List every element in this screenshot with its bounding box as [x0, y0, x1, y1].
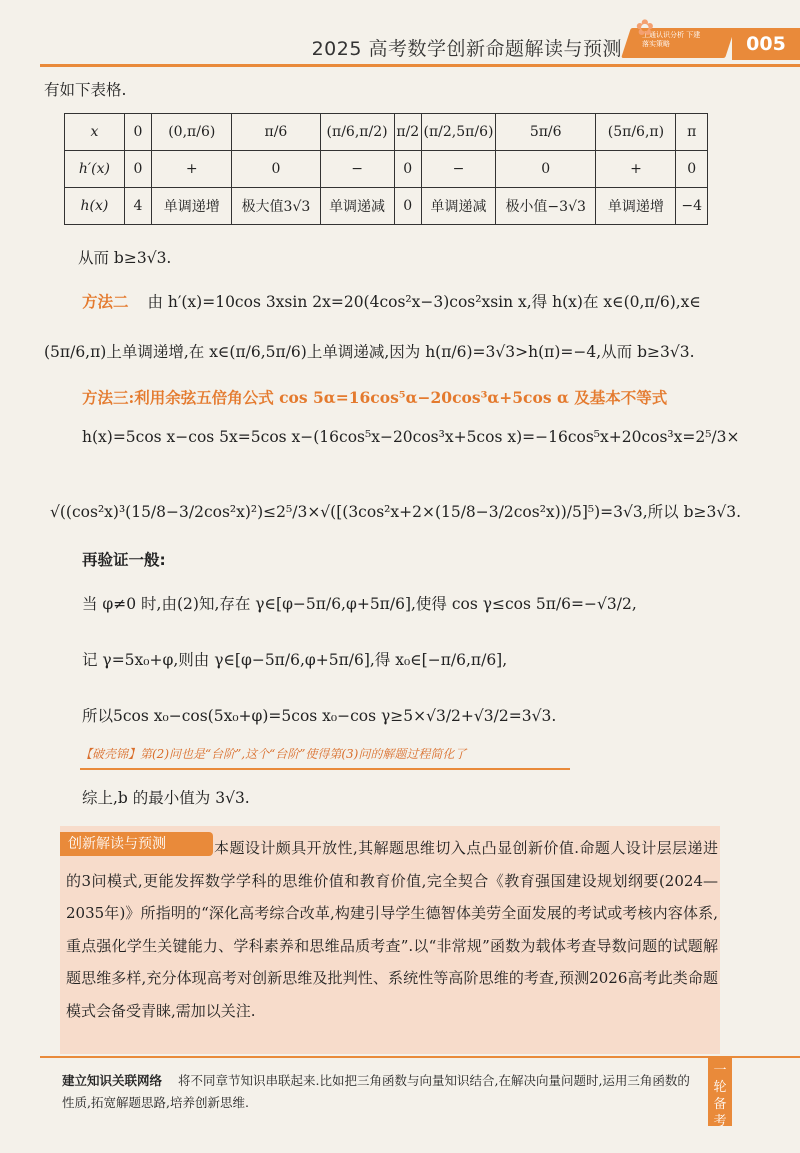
- table-row: [65, 151, 708, 188]
- table-cell: h(x): [65, 188, 125, 225]
- table-cell: 5π/6: [495, 114, 595, 151]
- analysis-text: 本题设计颇具开放性,其解题思维切入点凸显创新价值.命题人设计层层递进的3问模式,更能发挥数学学科的思维价值和教育价值,完全契合《教育强国建设规划纲要(2024—2035年)》所指明的“深化高考综合改革,构建引导学生德智体美劳全面发展的考试或考核内容体系,重点强化学生关键能力、学科素养和思维品质考查”.以“非常规”函数为载体考查导数问题的试题解题思维多样,充分体现高考对创新思维及批判性、系统性等高阶思维的考查,预测2026高考此类命题模式会备受青睐,需加以关注.: [66, 839, 718, 1020]
- table-cell: 0: [394, 188, 421, 225]
- flower-icon: ✿: [635, 16, 654, 41]
- table-cell: 单调递减: [320, 188, 394, 225]
- method3-line1: h(x)=5cos x−cos 5x=5cos x−(16cos⁵x−20cos³x+5cos x)=−16cos⁵x+20cos³x=2⁵/3×: [82, 428, 740, 446]
- general-line2: 记 γ=5x₀+φ,则由 γ∈[φ−5π/6,φ+5π/6],得 x₀∈[−π/6,π/6],: [82, 651, 508, 669]
- header-rule: [40, 64, 800, 67]
- general-label: 再验证一般:: [82, 551, 166, 569]
- table-cell: 0: [676, 151, 708, 188]
- table-cell: 0: [495, 151, 595, 188]
- table-cell: −: [320, 151, 394, 188]
- table-cell: 极大值3√3: [232, 188, 320, 225]
- analysis-tag: 创新解读与预测: [60, 832, 213, 856]
- table-cell: π/6: [232, 114, 320, 151]
- table-cell: (π/6,π/2): [320, 114, 394, 151]
- table-cell: 极小值−3√3: [495, 188, 595, 225]
- general-line1: 当 φ≠0 时,由(2)知,存在 γ∈[φ−5π/6,φ+5π/6],使得 cos γ≤cos 5π/6=−√3/2,: [82, 595, 637, 613]
- footer-rule: [40, 1056, 800, 1058]
- book-title: 2025 高考数学创新命题解读与预测: [311, 38, 622, 60]
- method2-text2: (5π/6,π)上单调递增,在 x∈(π/6,5π/6)上单调递减,因为 h(π/6)=3√3>h(π)=−4,从而 b≥3√3.: [44, 343, 695, 361]
- monotonicity-table: [64, 113, 708, 225]
- footer-note: [62, 1070, 702, 1114]
- table-cell: −: [421, 151, 495, 188]
- table-cell: (0,π/6): [152, 114, 232, 151]
- analysis-box: [60, 826, 720, 1054]
- method2-label: 方法二: [82, 292, 129, 311]
- header-badge-text: 上通认识分析 下建落实策略: [642, 31, 701, 48]
- footer-text: 将不同章节知识串联起来.比如把三角函数与向量知识结合,在解决向量问题时,运用三角函数的性质,拓宽解题思路,培养创新思维.: [62, 1073, 690, 1110]
- table-cell: +: [596, 151, 676, 188]
- general-line3: 所以5cos x₀−cos(5x₀+φ)=5cos x₀−cos γ≥5×√3/2+√3/2=3√3.: [82, 707, 557, 725]
- footer-bold: 建立知识关联网络: [62, 1073, 163, 1088]
- table-row: [65, 188, 708, 225]
- table-cell: (π/2,5π/6): [421, 114, 495, 151]
- table-cell: (5π/6,π): [596, 114, 676, 151]
- table-cell: 单调递减: [421, 188, 495, 225]
- page-header: [0, 16, 800, 68]
- table-cell: h′(x): [65, 151, 125, 188]
- table-cell: 0: [394, 151, 421, 188]
- method2-line1: [82, 290, 701, 312]
- method2-text1: 由 h′(x)=10cos 3xsin 2x=20(4cos²x−3)cos²xsin x,得 h(x)在 x∈(0,π/6),x∈: [147, 293, 701, 311]
- table-cell: 0: [232, 151, 320, 188]
- method3-line2: √((cos²x)³(15/8−3/2cos²x)²)≤2⁵/3×√([(3cos²x+2×(15/8−3/2cos²x))/5]⁵)=3√3,所以 b≥3√3.: [50, 503, 742, 521]
- table-cell: +: [152, 151, 232, 188]
- intro-text: 有如下表格.: [44, 81, 127, 99]
- table-header-row: [65, 114, 708, 151]
- table-cell: 单调递增: [596, 188, 676, 225]
- page-number: 005: [732, 28, 800, 60]
- table-conclusion: 从而 b≥3√3.: [78, 249, 172, 267]
- table-cell: −4: [676, 188, 708, 225]
- table-cell: 0: [124, 151, 151, 188]
- tip-note: 【破壳锦】第(2)问也是“台阶”,这个“台阶”使得第(3)问的解题过程简化了: [80, 747, 467, 761]
- table-cell: π: [676, 114, 708, 151]
- conclusion-text: 综上,b 的最小值为 3√3.: [82, 789, 250, 807]
- tip-underline: [80, 768, 570, 770]
- table-cell: 单调递增: [152, 188, 232, 225]
- table-cell: 0: [124, 114, 151, 151]
- table-cell: x: [65, 114, 125, 151]
- table-cell: π/2: [394, 114, 421, 151]
- side-tab: 一轮备考: [708, 1058, 732, 1126]
- method3-label: 方法三:利用余弦五倍角公式 cos 5α=16cos⁵α−20cos³α+5cos α 及基本不等式: [82, 388, 668, 407]
- table-cell: 4: [124, 188, 151, 225]
